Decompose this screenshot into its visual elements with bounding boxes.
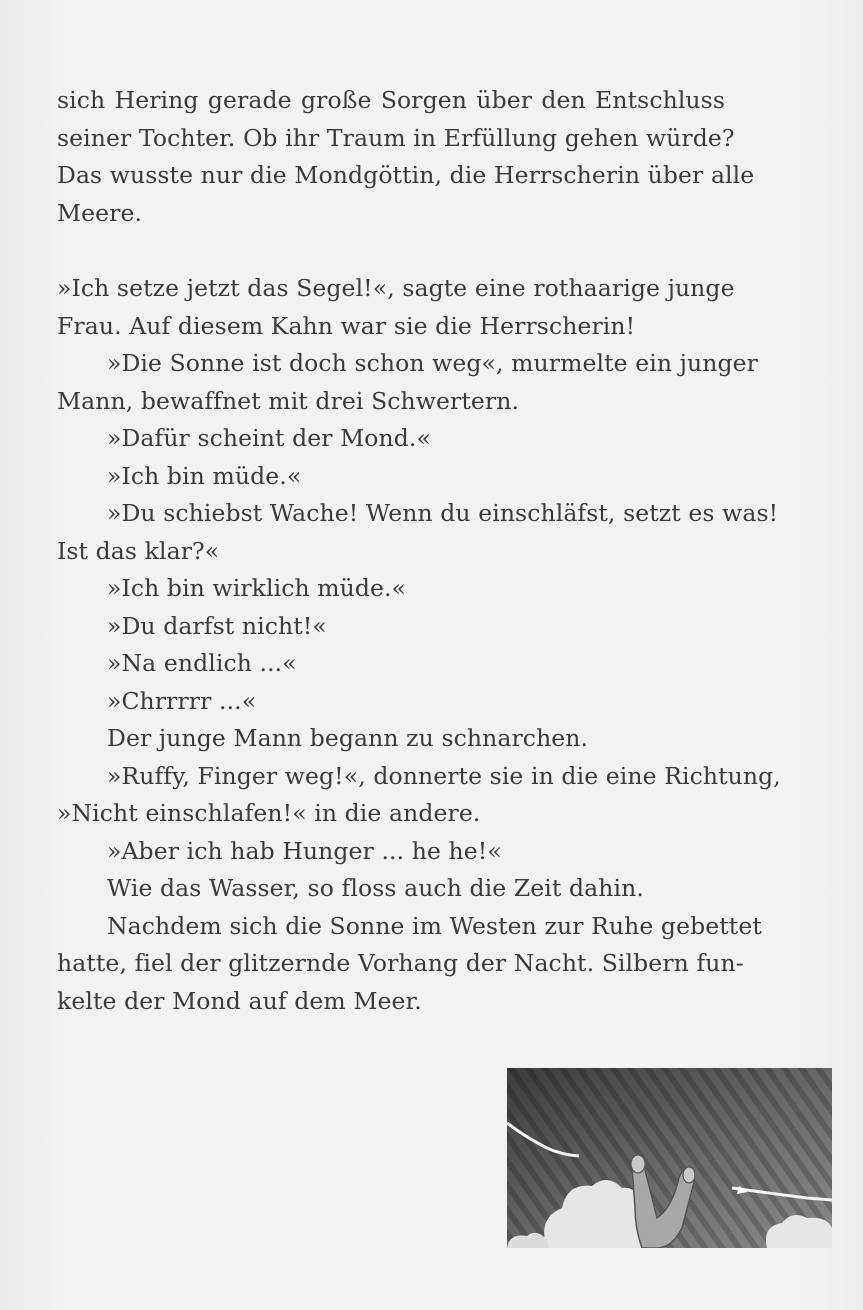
text-line: seiner Tochter. Ob ihr Traum in Erfüllung gehen würde?	[57, 123, 735, 152]
text-line: sich Hering gerade große Sorgen über den Entschluss	[57, 86, 725, 114]
text-line: »Ich setze jetzt das Segel!«, sagte eine rothaarige junge	[57, 274, 735, 302]
text-line: Meere.	[57, 198, 143, 227]
paragraph-dialogue	[57, 270, 781, 1020]
illustration-art	[507, 1068, 832, 1248]
text-line: »Ich bin wirklich müde.«	[107, 574, 407, 602]
text-line: Wie das Wasser, so floss auch die Zeit dahin.	[107, 874, 644, 902]
text-line: Das wusste nur die Mondgöttin, die Herrscherin über alle	[57, 161, 755, 189]
text-line: hatte, fiel der glitzernde Vorhang der Nacht. Silbern fun-	[57, 949, 744, 977]
text-line: »Dafür scheint der Mond.«	[107, 424, 431, 452]
text-line: Frau. Auf diesem Kahn war sie die Herrscherin!	[57, 311, 636, 340]
text-line: »Du schiebst Wache! Wenn du einschläfst, setzt es was!	[107, 499, 779, 527]
text-line: Ist das klar?«	[57, 536, 220, 565]
text-line: »Aber ich hab Hunger ... he he!«	[107, 836, 502, 865]
text-line: kelte der Mond auf dem Meer.	[57, 986, 422, 1015]
text-line: »Chrrrrr ...«	[107, 686, 257, 715]
text-line: »Ich bin müde.«	[107, 461, 302, 490]
text-line: Mann, bewaffnet mit drei Schwertern.	[57, 386, 520, 415]
text-line: »Nicht einschlafen!« in die andere.	[57, 799, 481, 827]
text-line: »Du darfst nicht!«	[107, 611, 327, 640]
text-line: »Ruffy, Finger weg!«, donnerte sie in die eine Richtung,	[107, 761, 781, 790]
text-line: »Die Sonne ist doch schon weg«, murmelte ein junger	[107, 349, 758, 377]
manga-illustration	[507, 1068, 832, 1248]
text-line: Der junge Mann begann zu schnarchen.	[107, 724, 589, 752]
text-line: »Na endlich ...«	[107, 649, 297, 677]
text-line: Nachdem sich die Sonne im Westen zur Ruhe gebettet	[107, 911, 762, 940]
paragraph-intro	[57, 82, 755, 232]
